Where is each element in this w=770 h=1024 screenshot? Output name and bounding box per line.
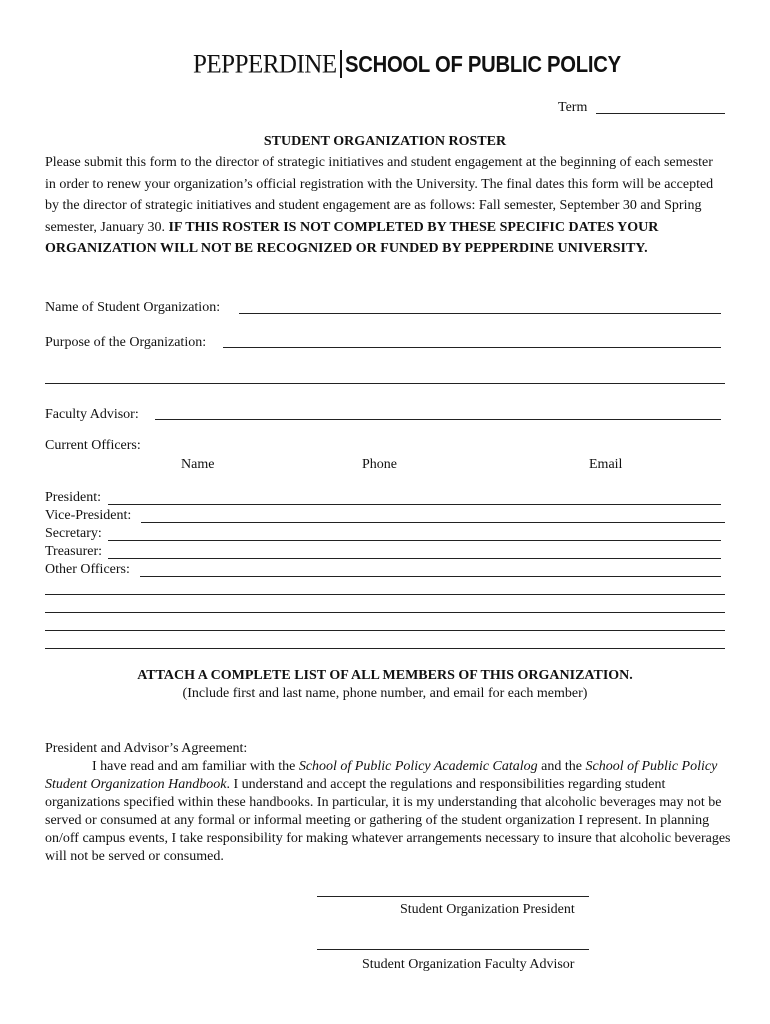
president-signature-label: Student Organization President — [400, 902, 575, 917]
secretary-label: Secretary: — [45, 526, 102, 541]
other-officers-line-4[interactable] — [45, 630, 725, 631]
other-officers-line-2[interactable] — [45, 594, 725, 595]
agreement-text — [45, 758, 735, 866]
agreement-text-part: . I understand and accept the regulations and responsibilities regarding student organizations specified within these handbooks. In particular, it is my understanding that alcoholic beverages may not be served or consumed at any formal or informal meeting or gathering of the student organization I represent. In planning on/off campus events, I take responsibility for making whatever arrangements necessary to insure that alcoholic beverages will not be served or consumed. — [45, 777, 731, 864]
vice-president-field[interactable] — [141, 522, 725, 523]
other-officers-field[interactable] — [140, 576, 721, 577]
current-officers-label: Current Officers: — [45, 438, 141, 453]
intro-paragraph — [45, 152, 725, 260]
advisor-field[interactable] — [155, 419, 721, 420]
attach-heading: ATTACH A COMPLETE LIST OF ALL MEMBERS OF THIS ORGANIZATION. — [137, 668, 633, 683]
agreement-text-part: I have read and am familiar with the — [92, 759, 299, 774]
agreement-text-part: and the — [537, 759, 586, 774]
handbook-title: School of Public Policy Student Organization Handbook — [45, 759, 718, 792]
attach-note: (Include first and last name, phone number, and email for each member) — [182, 686, 588, 701]
advisor-signature-label: Student Organization Faculty Advisor — [362, 957, 575, 972]
catalog-title: School of Public Policy Academic Catalog — [298, 759, 538, 774]
treasurer-label: Treasurer: — [45, 544, 103, 559]
secretary-field[interactable] — [108, 540, 721, 541]
treasurer-field[interactable] — [108, 558, 721, 559]
other-officers-label: Other Officers: — [45, 562, 130, 577]
vice-president-label: Vice-President: — [45, 508, 132, 523]
purpose-field[interactable] — [223, 347, 721, 348]
president-signature-line[interactable] — [317, 896, 589, 897]
form-title: STUDENT ORGANIZATION ROSTER — [263, 134, 507, 149]
column-email-header: Email — [589, 457, 623, 472]
school-logo — [193, 50, 658, 78]
column-phone-header: Phone — [362, 457, 397, 472]
column-name-header: Name — [181, 457, 215, 472]
logo-wordmark: PEPPERDINE — [193, 49, 337, 79]
org-name-label: Name of Student Organization: — [45, 300, 221, 315]
other-officers-line-5[interactable] — [45, 648, 725, 649]
advisor-label: Faculty Advisor: — [45, 407, 139, 422]
president-field[interactable] — [108, 504, 721, 505]
logo-school-name: SCHOOL OF PUBLIC POLICY — [344, 50, 621, 77]
org-name-field[interactable] — [239, 313, 721, 314]
purpose-field-line-2[interactable] — [45, 383, 725, 384]
agreement-heading: President and Advisor’s Agreement: — [45, 741, 248, 756]
intro-warning: IF THIS ROSTER IS NOT COMPLETED BY THESE SPECIFIC DATES YOUR ORGANIZATION WILL NOT BE RECOGNIZED OR FUNDED BY PEPPERDINE UNIVERSITY. — [45, 219, 659, 256]
term-label: Term — [558, 100, 588, 115]
logo-divider — [340, 50, 342, 78]
other-officers-line-3[interactable] — [45, 612, 725, 613]
agreement-section — [45, 740, 735, 866]
advisor-signature-line[interactable] — [317, 949, 589, 950]
president-label: President: — [45, 490, 101, 505]
term-field[interactable] — [596, 113, 725, 114]
intro-text: Please submit this form to the director of strategic initiatives and student engagement at the beginning of each semester in order to renew your organization’s official registration with the University. The final dates this form will be accepted by the director of strategic initiatives and student engagement are as follows: Fall semester, September 30 and Spring semester, January 30. — [45, 155, 714, 235]
purpose-label: Purpose of the Organization: — [45, 335, 207, 350]
